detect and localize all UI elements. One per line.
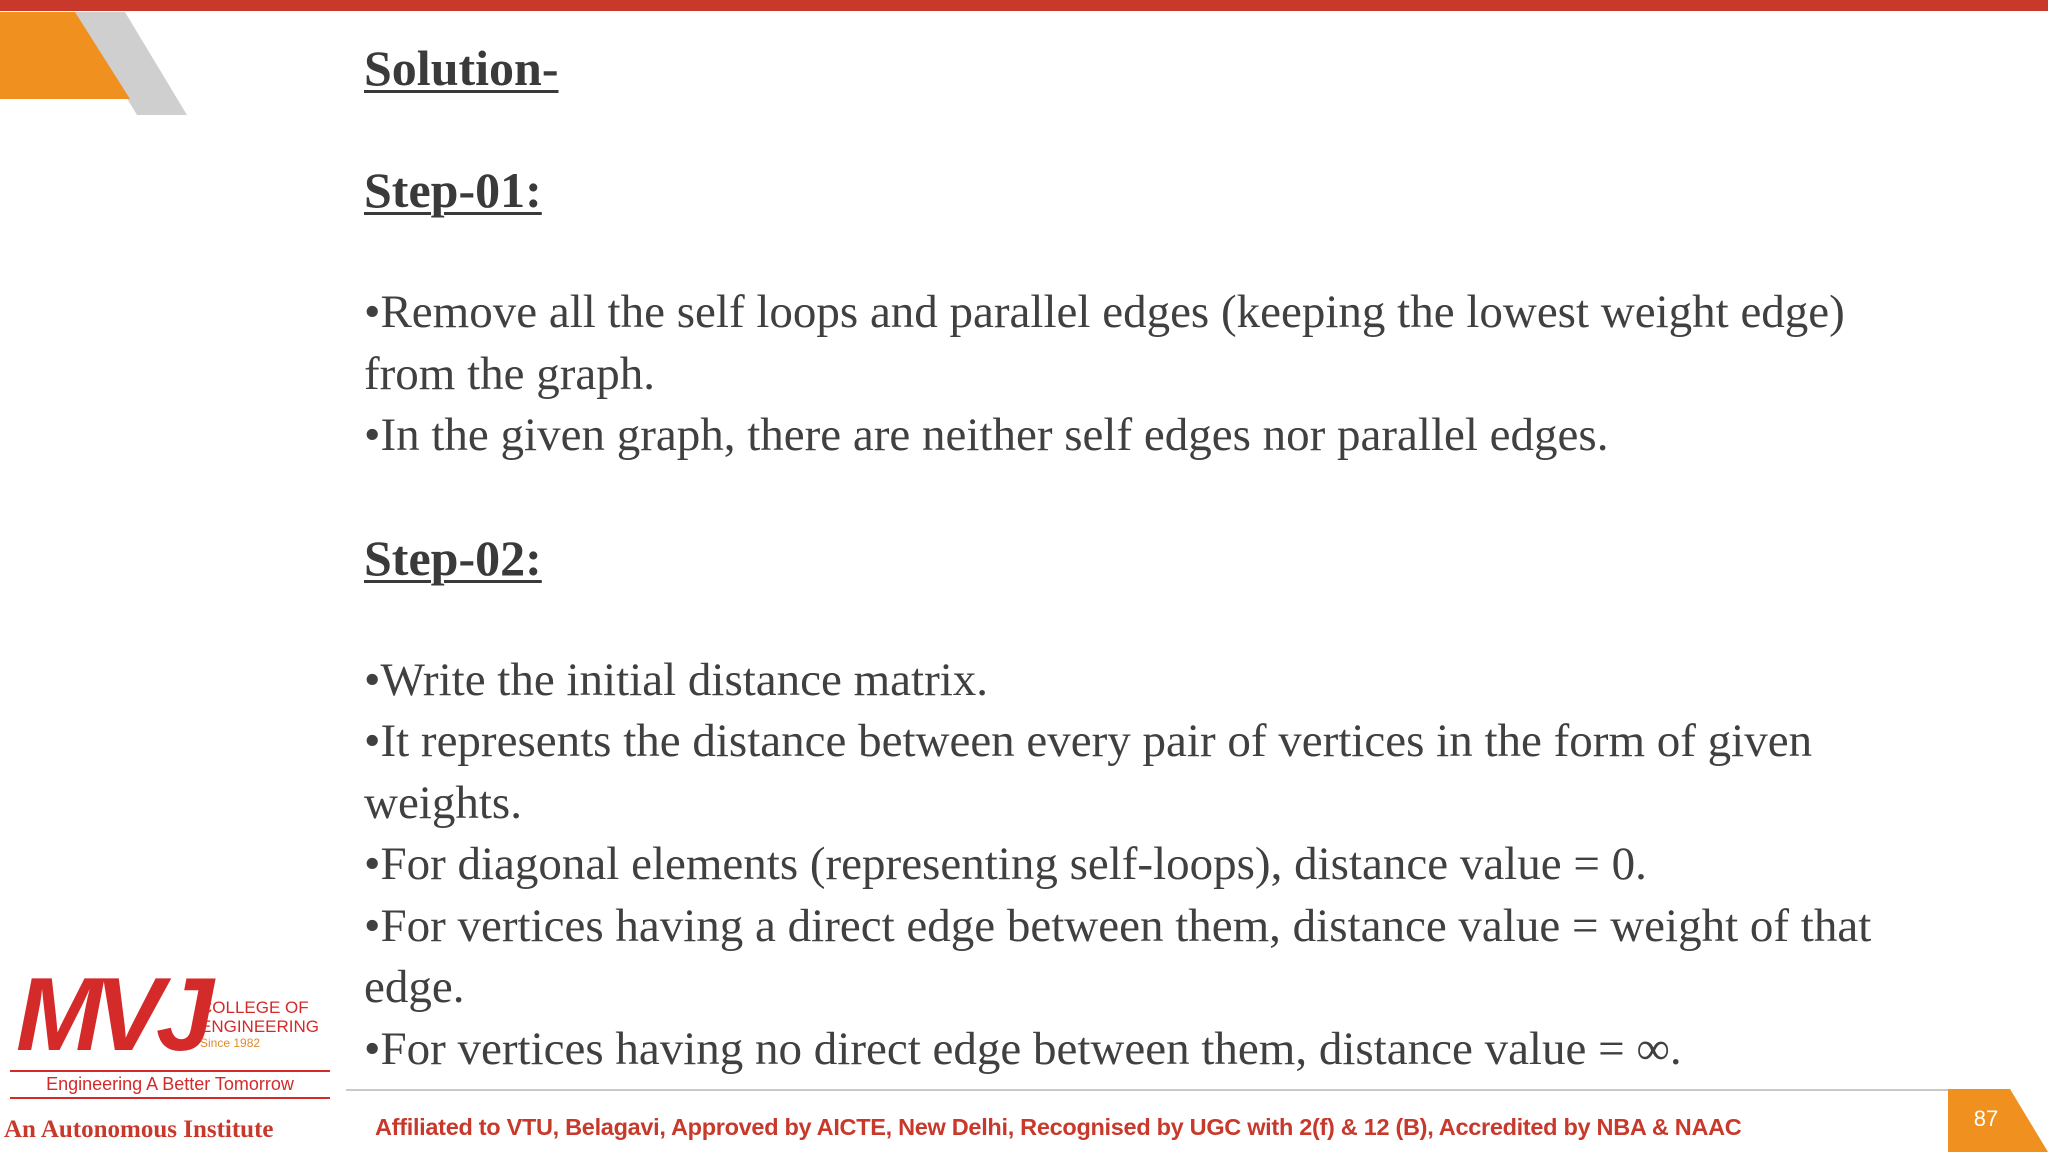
footer-divider <box>346 1089 1948 1091</box>
spacer <box>364 589 2014 650</box>
logo-college-text <box>200 998 319 1036</box>
step2-bullet-line: •For vertices having no direct edge between them, distance value = ∞. <box>364 1022 1682 1075</box>
logo-college-line1: COLLEGE OF <box>200 998 309 1017</box>
step2-bullet-line: •It represents the distance between every pair of vertices in the form of given <box>364 715 1813 767</box>
step1-bullet-line: from the graph. <box>364 347 656 400</box>
logo-college-line2: ENGINEERING <box>200 1017 320 1036</box>
logo-brand-text: MVJ <box>16 957 206 1073</box>
spacer <box>364 99 2014 160</box>
top-accent-bar <box>0 0 2048 11</box>
step2-bullet-line: edge. <box>364 961 465 1013</box>
slide-content <box>364 38 2014 1080</box>
step2-bullet-line: •For vertices having a direct edge between them, distance value = weight of that <box>364 899 1872 952</box>
autonomous-label: An Autonomous Institute <box>4 1116 274 1143</box>
step2-heading: Step-02: <box>364 529 542 586</box>
step2-bullet-line: •Write the initial distance matrix. <box>364 653 989 706</box>
college-logo <box>10 956 340 1096</box>
spacer <box>364 221 2014 282</box>
step2-bullet-line: •For diagonal elements (representing self-loops), distance value = 0. <box>364 838 1647 890</box>
step1-bullet-line: •Remove all the self loops and parallel edges (keeping the lowest weight edge) <box>364 286 1845 338</box>
step1-bullet-line: •In the given graph, there are neither self edges nor parallel edges. <box>364 409 1609 461</box>
logo-since: Since 1982 <box>200 1036 261 1050</box>
logo-tagline: Engineering A Better Tomorrow <box>10 1070 330 1099</box>
step2-bullet-line: weights. <box>364 776 522 829</box>
slide-title: Solution- <box>364 40 559 96</box>
step1-heading: Step-01: <box>364 162 542 218</box>
affiliation-text: Affiliated to VTU, Belagavi, Approved by AICTE, New Delhi, Recognised by UGC with 2(f) & 12 (B), Accredited by NBA & NAAC <box>375 1114 1742 1140</box>
corner-decoration <box>0 0 200 120</box>
page-number: 87 <box>1973 1106 1999 1131</box>
spacer <box>364 467 2014 528</box>
